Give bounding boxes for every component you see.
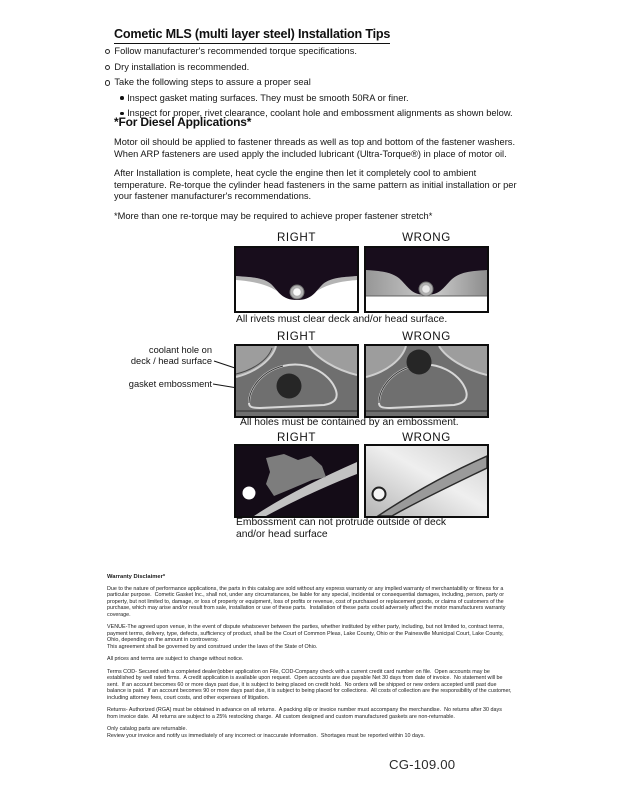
warranty-paragraph-terms: Terms COD- Secured with a completed dealer/jobber application on File, COD-Company check with a current credit card number on file. Open accounts may be established by well rated firms. A credit application is available upon request. Open accounts are due payable Net 30 days from date of invoice. No statement will be sent. If an account becomes 60 or more days past due, it is subject to being placed on credit hold. No orders will be shipped or new orders accepted until past due balance is paid. If an account becomes 90 or more days past due, it is subject to being placed for collections. All costs of collection are the responsibility of the customer, including attorney fees, court costs, and other expenses of litigation. (107, 668, 514, 701)
right-label: RIGHT (276, 330, 317, 343)
bullet-list (105, 44, 583, 122)
warranty-paragraph-venue: VENUE-The agreed upon venue, in the event of dispute whatsoever between the parties, whether instituted by either party, including, but not limited to, contract terms, payment terms, delivery, type, defects, sufficiency of product, shall be the Court of Common Pleas, Lake County, Ohio or the Painesville Municipal Court, Lake County, Ohio, depending on the amount in controversy. (107, 624, 506, 643)
bullet-item (105, 60, 583, 76)
warranty-heading: Warranty Disclaimer* (107, 574, 166, 580)
callout-coolant-hole-line2: deck / head surface (130, 356, 212, 366)
warranty-paragraph-catalog-parts: Only catalog parts are returnable. (107, 726, 188, 732)
rivet-wrong-diagram (364, 246, 489, 313)
bullet-text: Take the following steps to assure a proper seal (114, 77, 311, 88)
dot-bullet-icon (120, 96, 124, 100)
warranty-paragraph-disclaimer: Due to the nature of performance applications, the parts in this catalog are sold without any express warranty or any implied warranty of merchantability or fitness for a particular purpose. Cometic Gasket Inc., shall not, under any circumstances, be liable for any special, incidental or consequential damages, including, person, party or property, but not limited to, damage, or loss of property or equipment, loss of profits or revenue, cost of purchased or replacement goods, or claims of customers of the purchase, which may arise and/or result from sale, installation or use of these parts. Installation of these parts could adversely affect the motor manufacturers warranty coverage. (107, 585, 507, 618)
bullet-item (105, 75, 583, 91)
right-label: RIGHT (276, 231, 317, 244)
callout-gasket-embossment: gasket embossment (128, 379, 212, 389)
page-code: CG-109.00 (389, 757, 456, 772)
bullet-item (105, 44, 583, 60)
bullet-text: Dry installation is recommended. (114, 61, 250, 72)
retorque-note: *More than one re-torque may be required to achieve proper fastener stretch* (114, 210, 433, 221)
diesel-paragraph-2: After Installation is complete, heat cycle the engine then let it completely cool to ambient temperature. Re-torque the cylinder head fasteners in the same pattern as initial installation or per your fastener manufacturer's recommendations. (114, 167, 520, 202)
rivets-caption: All rivets must clear deck and/or head surface. (236, 314, 448, 325)
right-label: RIGHT (276, 431, 317, 444)
embossment-right-diagram (234, 444, 359, 518)
warranty-paragraph-prices: All prices and terms are subject to change without notice. (107, 656, 244, 662)
bullet-text: Follow manufacturer's recommended torque specifications. (114, 46, 357, 56)
warranty-paragraph-governing-law: This agreement shall be governed by and construed under the laws of the State of Ohio. (107, 643, 318, 650)
rivet-right-diagram (234, 246, 359, 313)
holes-caption: All holes must be contained by an embossment. (240, 417, 459, 428)
embossment-caption-line1: Embossment can not protrude outside of deck (236, 517, 447, 528)
warranty-section (107, 574, 514, 745)
wrong-label: WRONG (402, 231, 451, 244)
wrong-label: WRONG (402, 431, 451, 444)
sub-bullet-item (105, 91, 583, 107)
sub-bullet-text: Inspect for proper, rivet clearance, coolant hole and embossment alignments as shown below. (127, 108, 513, 119)
embossment-wrong-diagram (364, 444, 489, 518)
coolant-right-diagram (234, 344, 359, 418)
diesel-paragraph-1: Motor oil should be applied to fastener threads as well as top and bottom of the fastener washers. When ARP fasteners are used apply the included lubricant (Ultra-Torque®) in place of motor oil. (114, 136, 518, 159)
circle-bullet-icon (105, 49, 110, 54)
wrong-label: WRONG (402, 330, 451, 343)
page-title: Cometic MLS (multi layer steel) Installation Tips (114, 27, 390, 44)
warranty-paragraph-returns: Returns- Authorized (RGA) must be obtained in advance on all returns. A packing slip or invoice number must accompany the merchandise. No returns after 30 days from invoice date. All returns are subject to a 25% restocking charge. All custom designed and custom manufactured gaskets are non-returnable. (107, 707, 504, 720)
warranty-paragraph-invoice-review: Review your invoice and notify us immediately of any incorrect or inaccurate information. Shortages must be reported within 10 days. (107, 732, 425, 739)
coolant-wrong-diagram (364, 344, 489, 418)
circle-bullet-icon (105, 80, 110, 85)
diesel-heading: *For Diesel Applications* (114, 115, 252, 129)
callout-coolant-hole-line1: coolant hole on (148, 345, 212, 355)
diesel-section (114, 117, 526, 230)
embossment-caption-line2: and/or head surface (236, 528, 328, 540)
sub-bullet-text: Inspect gasket mating surfaces. They must be smooth 50RA or finer. (127, 92, 409, 103)
circle-bullet-icon (105, 65, 110, 70)
